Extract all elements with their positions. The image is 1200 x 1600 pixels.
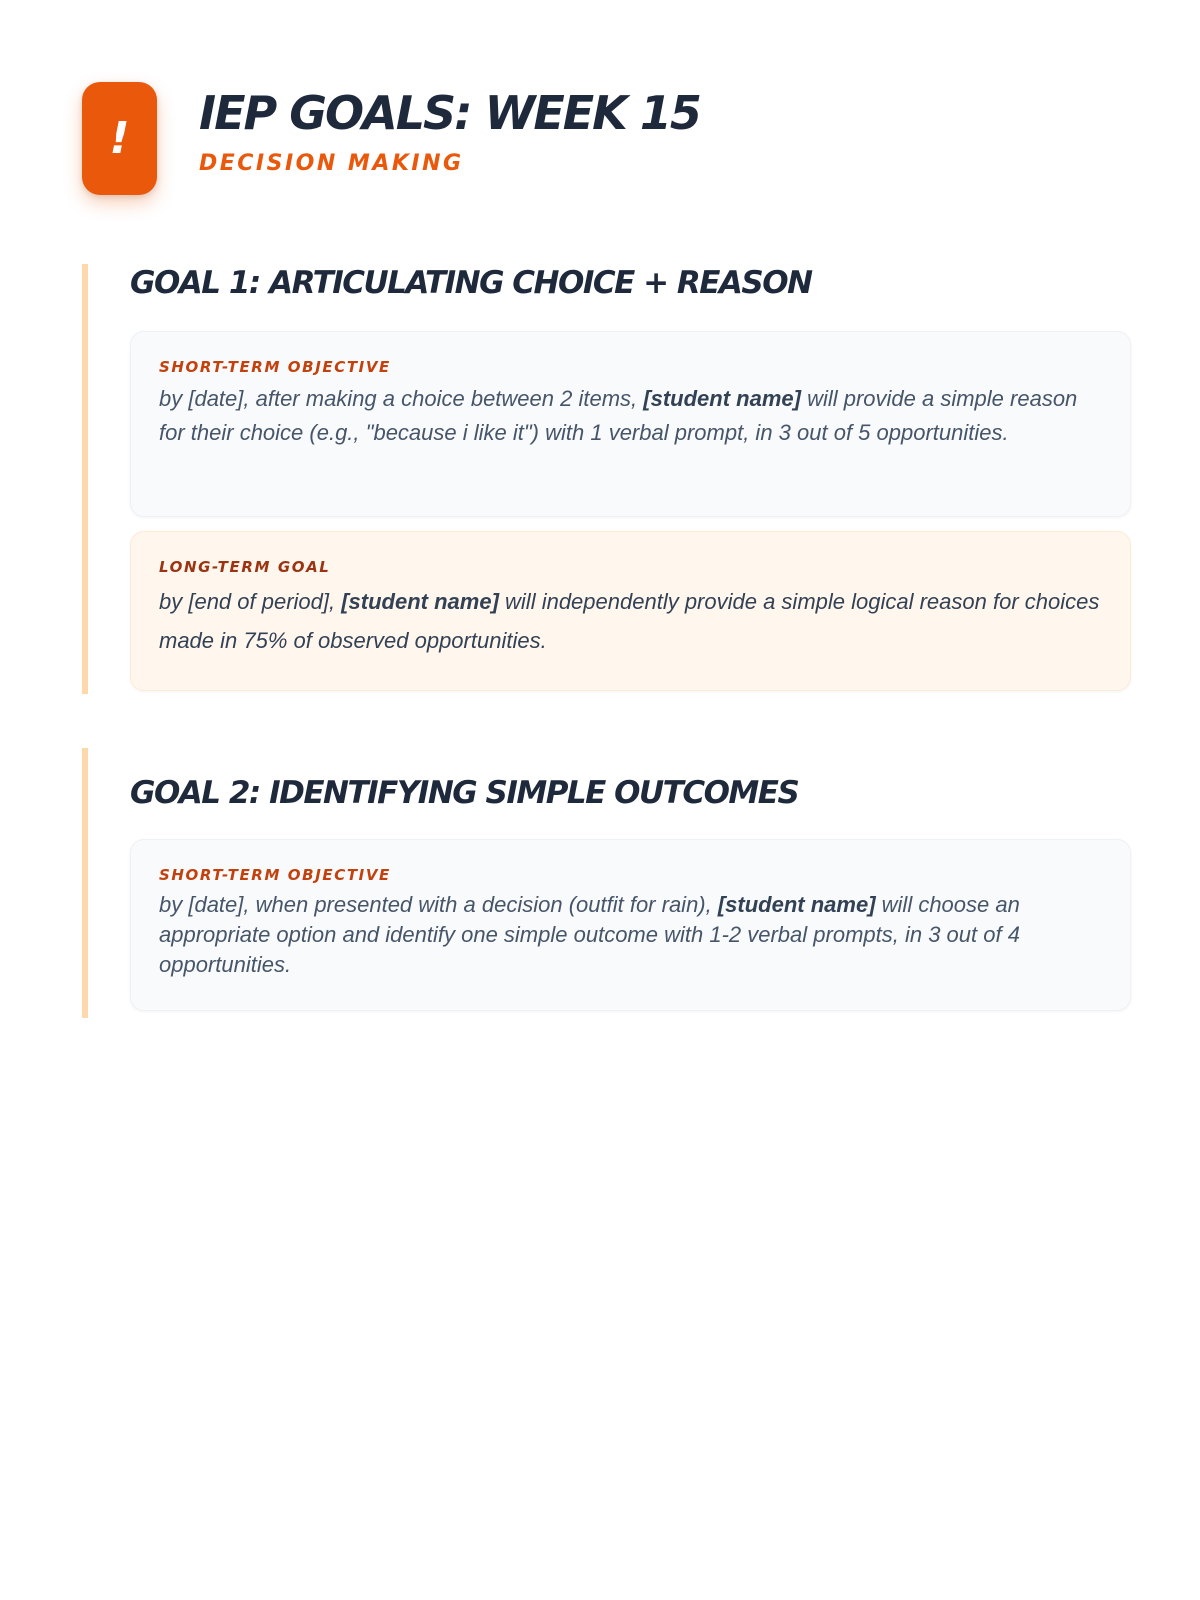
page-subtitle: DECISION MAKING bbox=[199, 150, 464, 176]
long-term-goal-text bbox=[159, 582, 1102, 660]
page-title: IEP GOALS: WEEK 15 bbox=[199, 86, 700, 140]
goal-text-start: by [end of period], bbox=[159, 589, 342, 614]
goal-title: GOAL 1: ARTICULATING CHOICE + REASON bbox=[130, 265, 812, 301]
page-header bbox=[82, 82, 700, 195]
short-term-objective-label: SHORT-TERM OBJECTIVE bbox=[159, 866, 391, 884]
objective-text-end: will provide a simple reason for their choice (e.g., "because i like it") with 1 verbal prompt, in 3 out of 5 opportunities. bbox=[159, 386, 1078, 445]
short-term-objective-text bbox=[159, 382, 1102, 450]
objective-text-start: by [date], when presented with a decision (outfit for rain), bbox=[159, 892, 718, 917]
goal-title: GOAL 2: IDENTIFYING SIMPLE OUTCOMES bbox=[130, 775, 799, 811]
student-name-placeholder: [student name] bbox=[643, 386, 801, 411]
exclamation-icon: ! bbox=[82, 82, 157, 195]
long-term-goal-card bbox=[130, 531, 1131, 691]
goal-section-2 bbox=[82, 748, 1131, 1018]
long-term-goal-label: LONG-TERM GOAL bbox=[159, 558, 331, 576]
student-name-placeholder: [student name] bbox=[341, 589, 499, 614]
short-term-objective-text bbox=[159, 890, 1102, 980]
header-text bbox=[199, 82, 700, 176]
objective-text-end: will choose an appropriate option and identify one simple outcome with 1-2 verbal prompts, in 3 out of 4 opportunities. bbox=[159, 892, 1020, 977]
short-term-objective-label: SHORT-TERM OBJECTIVE bbox=[159, 358, 391, 376]
goal-text-end: will independently provide a simple logical reason for choices made in 75% of observed opportunities. bbox=[159, 589, 1100, 653]
objective-text-start: by [date], after making a choice between 2 items, bbox=[159, 386, 644, 411]
short-term-objective-card bbox=[130, 839, 1131, 1011]
student-name-placeholder: [student name] bbox=[717, 892, 876, 917]
goal-section-1 bbox=[82, 264, 1131, 694]
short-term-objective-card bbox=[130, 331, 1131, 517]
